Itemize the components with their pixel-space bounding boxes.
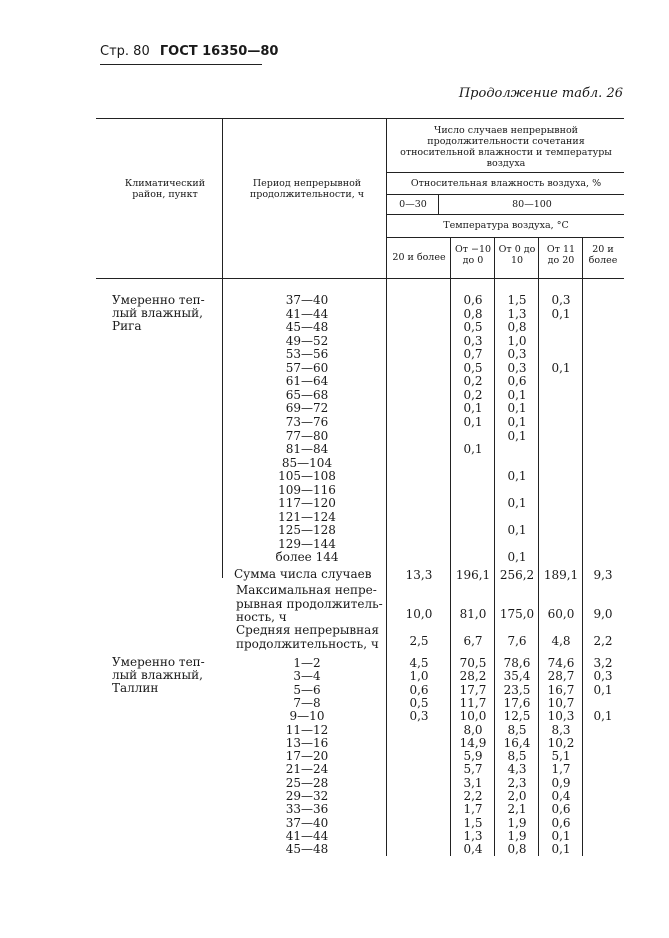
value-cell: 35,4	[503, 669, 531, 684]
value-cell: 0,5	[463, 360, 483, 375]
header-hum-high: 80—100	[512, 199, 552, 210]
summary-value: 7,6	[507, 634, 527, 648]
header-period: Период непрерывной продолжительности, ч	[249, 178, 365, 200]
value-cell: 0,3	[507, 347, 527, 362]
summary-value: 10,0	[405, 607, 433, 621]
header-hum-low: 0—30	[399, 199, 427, 210]
value-cell: 11,7	[459, 695, 487, 710]
value-cell: 1,3	[463, 828, 483, 843]
value-cell: 0,1	[507, 428, 527, 443]
period-cell: 13—16	[285, 735, 329, 750]
period-cell: 21—24	[285, 762, 329, 777]
period-cell: 49—52	[285, 333, 329, 348]
header-temp-col: От −10 до 0	[454, 244, 492, 266]
region-line: Таллин	[112, 681, 159, 695]
value-cell: 74,6	[547, 656, 575, 670]
value-cell: 4,3	[507, 762, 527, 777]
value-cell: 0,1	[507, 523, 527, 538]
header-temp-col: 20 и более	[588, 244, 618, 266]
value-cell: 0,4	[551, 789, 571, 803]
region-tallin	[112, 656, 205, 695]
value-cell: 10,2	[547, 735, 575, 750]
period-cell: 105—108	[278, 469, 336, 484]
value-cell: 10,3	[547, 709, 575, 724]
table-continuation: Продолжение табл. 26	[458, 86, 623, 101]
region-line: Рига	[112, 319, 142, 333]
period-cell: 117—120	[278, 496, 336, 511]
value-cell: 0,3	[551, 293, 571, 307]
summary-value: 256,2	[499, 568, 535, 582]
period-cell: 121—124	[278, 509, 336, 524]
period-cell: 125—128	[278, 523, 336, 538]
value-cell: 0,6	[551, 815, 571, 830]
period-cell: 45—48	[285, 320, 329, 335]
period-cell: 33—36	[285, 802, 329, 817]
value-cell: 1,5	[507, 293, 527, 307]
standard-number: ГОСТ 16350—80	[159, 44, 279, 59]
period-cell: 7—8	[293, 695, 321, 710]
value-cell: 0,1	[551, 306, 571, 321]
value-cell: 10,0	[459, 709, 487, 724]
value-cell: 0,9	[551, 775, 571, 790]
value-cell: 4,5	[409, 656, 429, 670]
page-label: Стр. 80	[100, 44, 150, 59]
value-cell: 0,1	[507, 414, 527, 429]
max-label-line: Максимальная непре-	[236, 583, 377, 597]
value-cell: 5,9	[463, 749, 483, 764]
period-cell: 11—12	[285, 722, 329, 737]
value-cell: 16,4	[503, 735, 531, 750]
value-cell: 8,5	[507, 749, 527, 764]
period-cell: 1—2	[293, 656, 321, 670]
value-cell: 5,7	[463, 762, 483, 777]
value-cell: 17,6	[503, 695, 531, 710]
value-cell: 78,6	[503, 656, 531, 670]
value-cell: 1,9	[507, 828, 527, 843]
value-cell: 28,2	[459, 669, 487, 684]
value-cell: 2,2	[463, 789, 483, 803]
summary-value: 60,0	[547, 607, 575, 621]
value-cell: 28,7	[547, 669, 575, 684]
value-cell: 70,5	[459, 656, 487, 670]
value-cell: 0,1	[593, 682, 613, 697]
region-line: лый влажный,	[112, 306, 203, 320]
header-region: Климатический район, пункт	[124, 178, 206, 200]
value-cell: 0,1	[463, 442, 483, 457]
period-cell: 53—56	[285, 347, 329, 362]
value-cell: 1,0	[409, 669, 429, 684]
avg-label	[236, 624, 379, 651]
value-cell: 2,3	[507, 775, 527, 790]
avg-label-line: продолжительность, ч	[236, 636, 379, 651]
value-cell: 0,6	[463, 293, 483, 307]
value-cell: 14,9	[459, 735, 487, 750]
region-riga	[112, 294, 205, 333]
summary-value: 2,2	[593, 634, 613, 648]
value-cell: 1,5	[463, 815, 483, 830]
summary-value: 175,0	[499, 607, 535, 621]
summary-value: 9,3	[593, 568, 613, 582]
max-label	[236, 584, 383, 625]
value-cell: 0,1	[507, 496, 527, 511]
header-temp-col: От 0 до 10	[498, 244, 536, 266]
value-cell: 0,1	[551, 828, 571, 843]
period-cell: 41—44	[285, 828, 329, 843]
period-cell: 41—44	[285, 306, 329, 321]
value-cell: 12,5	[503, 709, 531, 724]
period-cell: 57—60	[285, 360, 329, 375]
value-cell: 1,7	[463, 802, 483, 817]
value-cell: 1,3	[507, 306, 527, 321]
value-cell: 0,3	[463, 333, 483, 348]
region-line: Умеренно теп-	[112, 655, 205, 669]
value-cell: 0,6	[507, 374, 527, 389]
summary-value: 4,8	[551, 634, 571, 648]
summary-value: 81,0	[459, 607, 487, 621]
value-cell: 3,2	[593, 656, 613, 670]
header-temp-col: От 11 до 20	[546, 244, 576, 266]
period-cell: 17—20	[285, 749, 329, 764]
summary-value: 189,1	[543, 568, 579, 582]
value-cell: 0,8	[507, 320, 527, 335]
value-cell: 8,5	[507, 722, 527, 737]
value-cell: 2,0	[507, 789, 527, 803]
value-cell: 16,7	[547, 682, 575, 697]
period-cell: 77—80	[285, 428, 329, 443]
value-cell: 0,8	[463, 306, 483, 321]
value-cell: 0,5	[463, 320, 483, 335]
period-cell: 69—72	[285, 401, 329, 416]
value-cell: 1,9	[507, 815, 527, 830]
value-cell: 0,1	[463, 401, 483, 416]
period-cell: 129—144	[278, 536, 336, 551]
value-cell: 8,3	[551, 722, 571, 737]
period-cell: 37—40	[285, 293, 329, 307]
value-cell: 0,7	[463, 347, 483, 362]
page-header	[100, 44, 278, 59]
value-cell: 0,3	[409, 709, 429, 724]
max-label-line: ность, ч	[236, 610, 287, 624]
region-line: Умеренно теп-	[112, 293, 205, 307]
value-cell: 0,6	[409, 682, 429, 697]
value-cell: 0,3	[593, 669, 613, 684]
value-cell: 0,3	[507, 360, 527, 375]
value-cell: 0,1	[507, 387, 527, 402]
summary-value: 13,3	[405, 568, 433, 582]
period-cell: 65—68	[285, 387, 329, 402]
value-cell: 0,1	[507, 469, 527, 484]
header-cases: Число случаев непрерывной продолжительности сочетания относительной влажности и температуры воздуха	[400, 125, 612, 169]
value-cell: 1,0	[507, 333, 527, 348]
period-cell: 9—10	[289, 709, 325, 724]
value-cell: 23,5	[503, 682, 531, 697]
value-cell: 8,0	[463, 722, 483, 737]
value-cell: 0,2	[463, 387, 483, 402]
period-cell: 109—116	[278, 482, 336, 497]
value-cell: 0,1	[551, 842, 571, 857]
region-line: лый влажный,	[112, 668, 203, 682]
value-cell: 10,7	[547, 695, 575, 710]
period-cell: 45—48	[285, 842, 329, 857]
period-cell: 37—40	[285, 815, 329, 830]
value-cell: 0,1	[551, 360, 571, 375]
period-cell: 29—32	[285, 789, 329, 803]
period-cell: 73—76	[285, 414, 329, 429]
value-cell: 0,8	[507, 842, 527, 857]
period-cell: 61—64	[285, 374, 329, 389]
sum-label: Сумма числа случаев	[234, 567, 372, 581]
period-cell: 81—84	[285, 442, 329, 457]
value-cell: 0,6	[551, 802, 571, 817]
value-cell: 0,1	[593, 709, 613, 724]
summary-value: 196,1	[455, 568, 491, 582]
value-cell: 0,5	[409, 695, 429, 710]
header-humidity: Относительная влажность воздуха, %	[410, 178, 602, 189]
header-temp-col: 20 и более	[392, 252, 446, 263]
period-cell: более 144	[275, 550, 339, 565]
summary-value: 9,0	[593, 607, 613, 621]
period-cell: 3—4	[293, 669, 321, 684]
value-cell: 3,1	[463, 775, 483, 790]
value-cell: 5,1	[551, 749, 571, 764]
value-cell: 0,4	[463, 842, 483, 857]
value-cell: 0,1	[507, 401, 527, 416]
max-label-line: рывная продолжитель-	[236, 596, 383, 611]
value-cell: 17,7	[459, 682, 487, 697]
period-cell: 5—6	[293, 682, 321, 697]
period-cell: 25—28	[285, 775, 329, 790]
value-cell: 1,7	[551, 762, 571, 777]
value-cell: 0,1	[463, 414, 483, 429]
summary-value: 2,5	[409, 634, 429, 648]
avg-label-line: Средняя непрерывная	[236, 623, 379, 637]
value-cell: 0,2	[463, 374, 483, 389]
header-temperature: Температура воздуха, °С	[443, 220, 569, 231]
period-cell: 85—104	[281, 455, 333, 470]
value-cell: 0,1	[507, 550, 527, 565]
summary-value: 6,7	[463, 634, 483, 648]
value-cell: 2,1	[507, 802, 527, 817]
